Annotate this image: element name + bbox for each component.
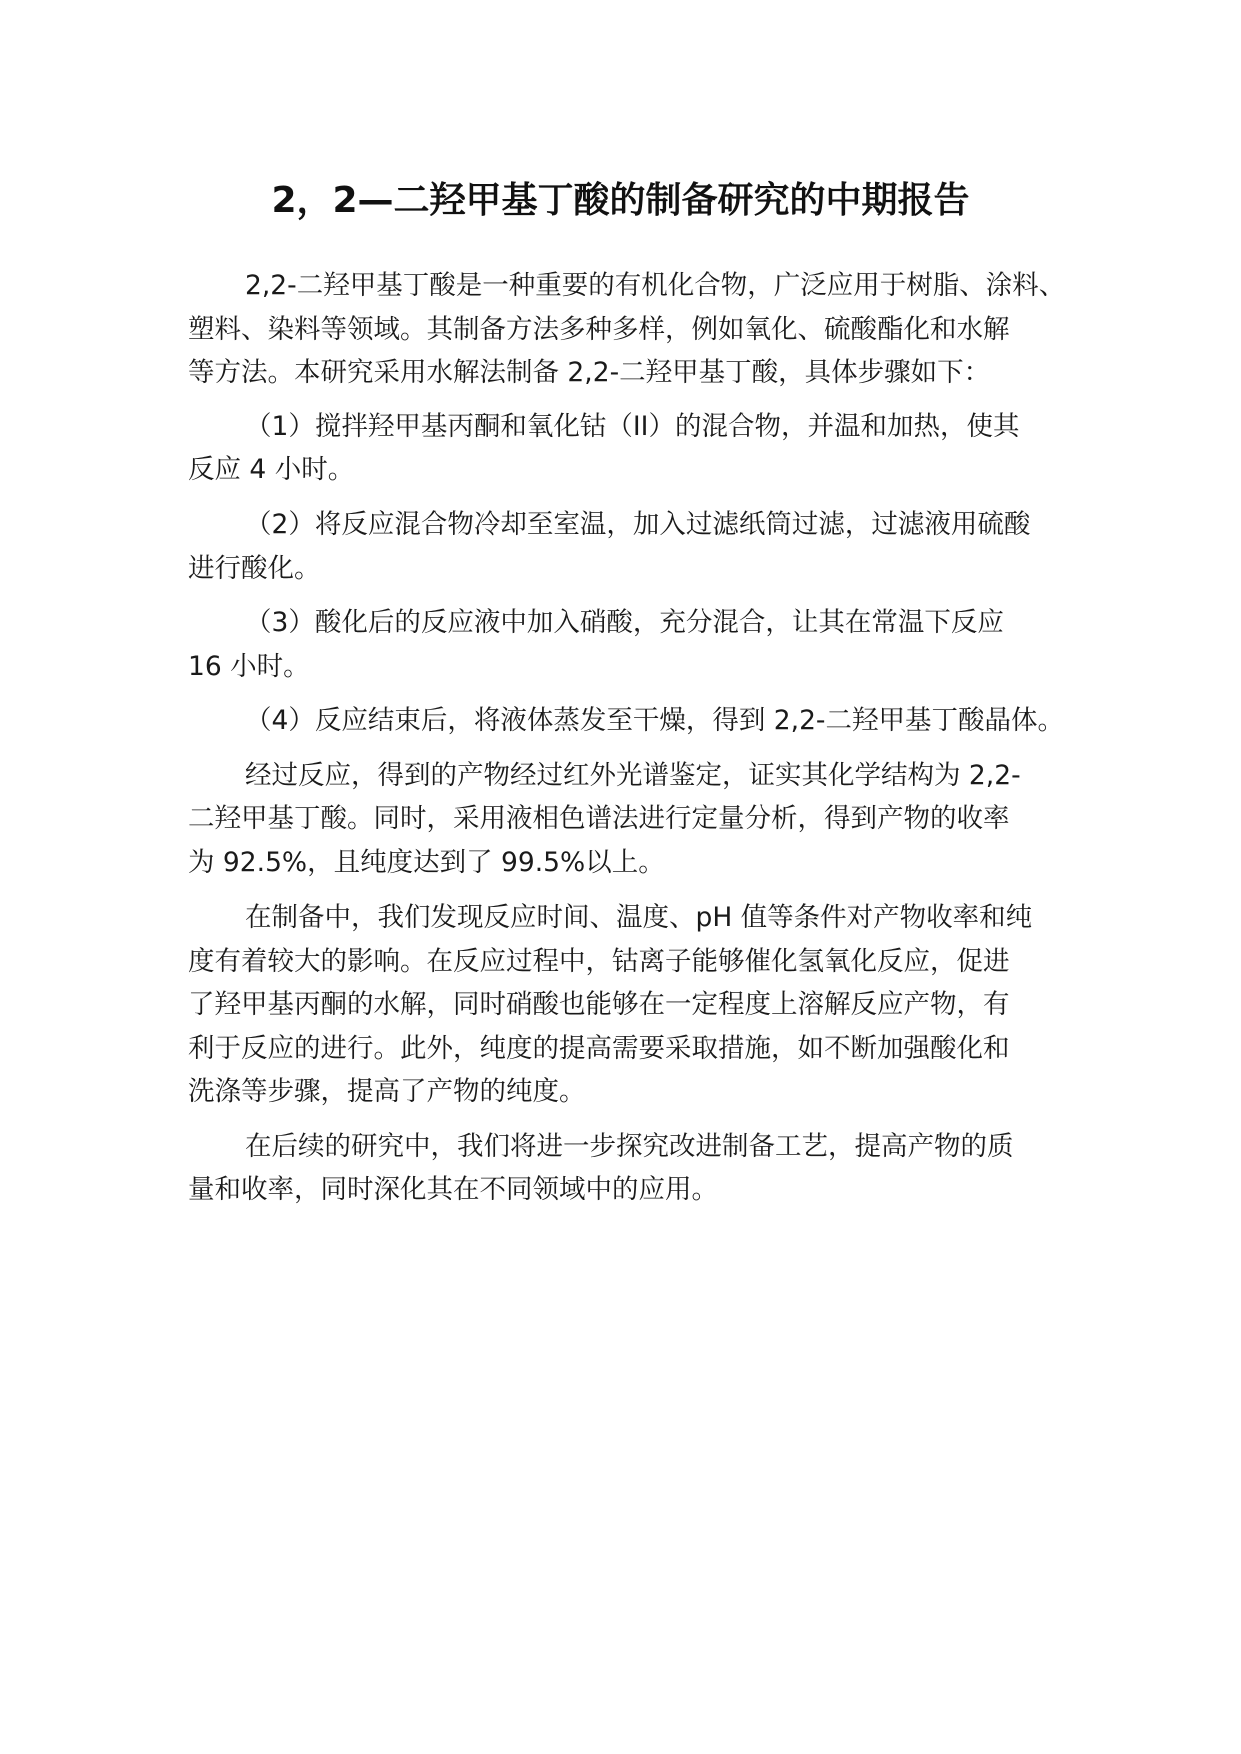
paragraph-6-line-3: 为 92.5%，且纯度达到了 99.5%以上。 <box>188 847 665 878</box>
paragraph-7-line-3: 了羟甲基丙酮的水解，同时硝酸也能够在一定程度上溶解反应产物，有 <box>188 989 1010 1020</box>
paragraph-8-line-1: 在后续的研究中，我们将进一步探究改进制备工艺，提高产物的质 <box>245 1131 1014 1162</box>
paragraph-5-line-1: （4）反应结束后，将液体蒸发至干燥，得到 2,2-二羟甲基丁酸晶体。 <box>245 705 1064 736</box>
paragraph-2-line-2: 反应 4 小时。 <box>188 454 355 485</box>
paragraph-1-line-1: 2,2-二羟甲基丁酸是一种重要的有机化合物，广泛应用于树脂、涂料、 <box>245 270 1066 301</box>
paragraph-2-line-1: （1）搅拌羟甲基丙酮和氧化钴（II）的混合物，并温和加热，使其 <box>245 411 1020 442</box>
paragraph-3-line-2: 进行酸化。 <box>188 553 321 584</box>
document-title: 2，2—二羟甲基丁酸的制备研究的中期报告 <box>271 180 970 221</box>
paragraph-7-line-1: 在制备中，我们发现反应时间、温度、pH 值等条件对产物收率和纯 <box>245 902 1033 933</box>
paragraph-7-line-2: 度有着较大的影响。在反应过程中，钴离子能够催化氢氧化反应，促进 <box>188 946 1010 977</box>
paragraph-7-line-5: 洗涤等步骤，提高了产物的纯度。 <box>188 1076 586 1107</box>
paragraph-6-line-2: 二羟甲基丁酸。同时，采用液相色谱法进行定量分析，得到产物的收率 <box>188 803 1010 834</box>
paragraph-4-line-1: （3）酸化后的反应液中加入硝酸，充分混合，让其在常温下反应 <box>245 607 1004 638</box>
paragraph-7-line-4: 利于反应的进行。此外，纯度的提高需要采取措施，如不断加强酸化和 <box>188 1033 1010 1064</box>
paragraph-8-line-2: 量和收率，同时深化其在不同领域中的应用。 <box>188 1174 718 1205</box>
paragraph-3-line-1: （2）将反应混合物冷却至室温，加入过滤纸筒过滤，过滤液用硫酸 <box>245 509 1031 540</box>
paragraph-1-line-3: 等方法。本研究采用水解法制备 2,2-二羟甲基丁酸，具体步骤如下： <box>188 357 991 388</box>
paragraph-6-line-1: 经过反应，得到的产物经过红外光谱鉴定，证实其化学结构为 2,2- <box>245 760 1021 791</box>
paragraph-1-line-2: 塑料、染料等领域。其制备方法多种多样，例如氧化、硫酸酯化和水解 <box>188 314 1010 345</box>
paragraph-4-line-2: 16 小时。 <box>188 651 310 682</box>
